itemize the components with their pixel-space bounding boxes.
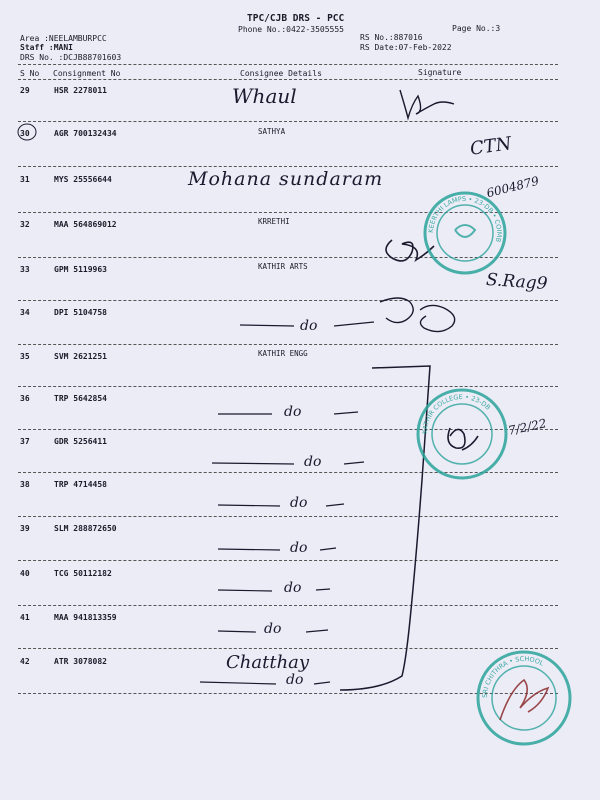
rubber-stamp-3 [478,652,570,744]
ditto-mark: do [284,404,302,420]
row-consignee: KATHIR ARTS [258,262,308,271]
rs-date: RS Date:07-Feb-2022 [360,43,452,52]
staff-field: Staff :MANI [20,43,73,52]
signature-scribble [380,298,455,332]
row-consignment: SVM 2621251 [54,352,107,361]
phone-number: Phone No.:0422-3505555 [238,25,344,34]
col-header-sno: S No [20,69,40,78]
ditto-mark: do [304,454,322,470]
rubber-stamp-2 [418,390,506,478]
row-sno: 39 [20,524,30,533]
row-consignee: KATHIR ENGG [258,349,308,358]
row-consignment: AGR 700132434 [54,129,117,138]
row-consignment: ATR 3078082 [54,657,107,666]
circle-mark [18,124,36,140]
row-consignee: SATHYA [258,127,286,136]
handwritten-signature: CTN [468,133,513,160]
handwritten-signature: 6004879 [485,173,541,201]
row-consignment: GDR 5256411 [54,437,107,446]
row-sno: 41 [20,613,30,622]
row-sno: 31 [20,175,30,184]
col-header-consignee: Consignee Details [240,69,322,78]
ditto-mark: do [286,672,304,688]
row-consignment: MAA 564869012 [54,220,117,229]
row-sno: 42 [20,657,30,666]
row-consignment: HSR 2278011 [54,86,107,95]
signature-scribble [400,90,454,118]
ditto-mark: do [284,580,302,596]
ditto-mark: do [290,495,308,511]
row-consignment: SLM 288872650 [54,524,117,533]
row-consignment: MYS 25556644 [54,175,112,184]
row-consignment: GPM 5119963 [54,265,107,274]
row-sno: 30 [20,129,30,138]
handwritten-signature: S.Rag9 [485,269,549,295]
bracket-line [340,366,430,690]
handwritten-name: Whaul [232,84,297,108]
row-consignment: MAA 941813359 [54,613,117,622]
area-field: Area :NEELAMBURPCC [20,34,107,43]
row-sno: 34 [20,308,30,317]
col-header-signature: Signature [418,68,462,77]
row-consignment: TCG 50112182 [54,569,112,578]
handwritten-name: Chatthay [226,652,310,673]
row-sno: 32 [20,220,30,229]
stamp-text: KEERTHI LAMPS • 23-DB • COIMB [426,194,504,243]
row-sno: 35 [20,352,30,361]
rs-number: RS No.:887016 [360,33,423,42]
row-consignment: DPI 5104758 [54,308,107,317]
row-consignment: TRP 5642854 [54,394,107,403]
svg-text:KATHIR COLLEGE • 23-DB [421,393,492,434]
handwritten-date: 7/2/22 [506,416,548,438]
page-number: Page No.:3 [452,24,501,33]
row-sno: 33 [20,265,30,274]
row-sno: 37 [20,437,30,446]
document-title: TPC/CJB DRS - PCC [247,13,345,24]
row-sno: 40 [20,569,30,578]
row-sno: 38 [20,480,30,489]
ditto-mark: do [300,318,318,334]
ditto-mark: do [290,540,308,556]
handwritten-name: Mohana sundaram [188,168,384,190]
row-sno: 29 [20,86,30,95]
row-consignment: TRP 4714458 [54,480,107,489]
ditto-mark: do [264,621,282,637]
rubber-stamp-1 [425,193,505,273]
stamp-text: SRI CHITHRA • SCHOOL [480,654,545,699]
col-header-consignment: Consignment No [53,69,121,78]
stamp-text: KATHIR COLLEGE • 23-DB [420,392,492,435]
drs-number: DRS No. :DCJB88701603 [20,53,122,62]
row-sno: 36 [20,394,30,403]
row-consignee: KRRETHI [258,217,290,226]
